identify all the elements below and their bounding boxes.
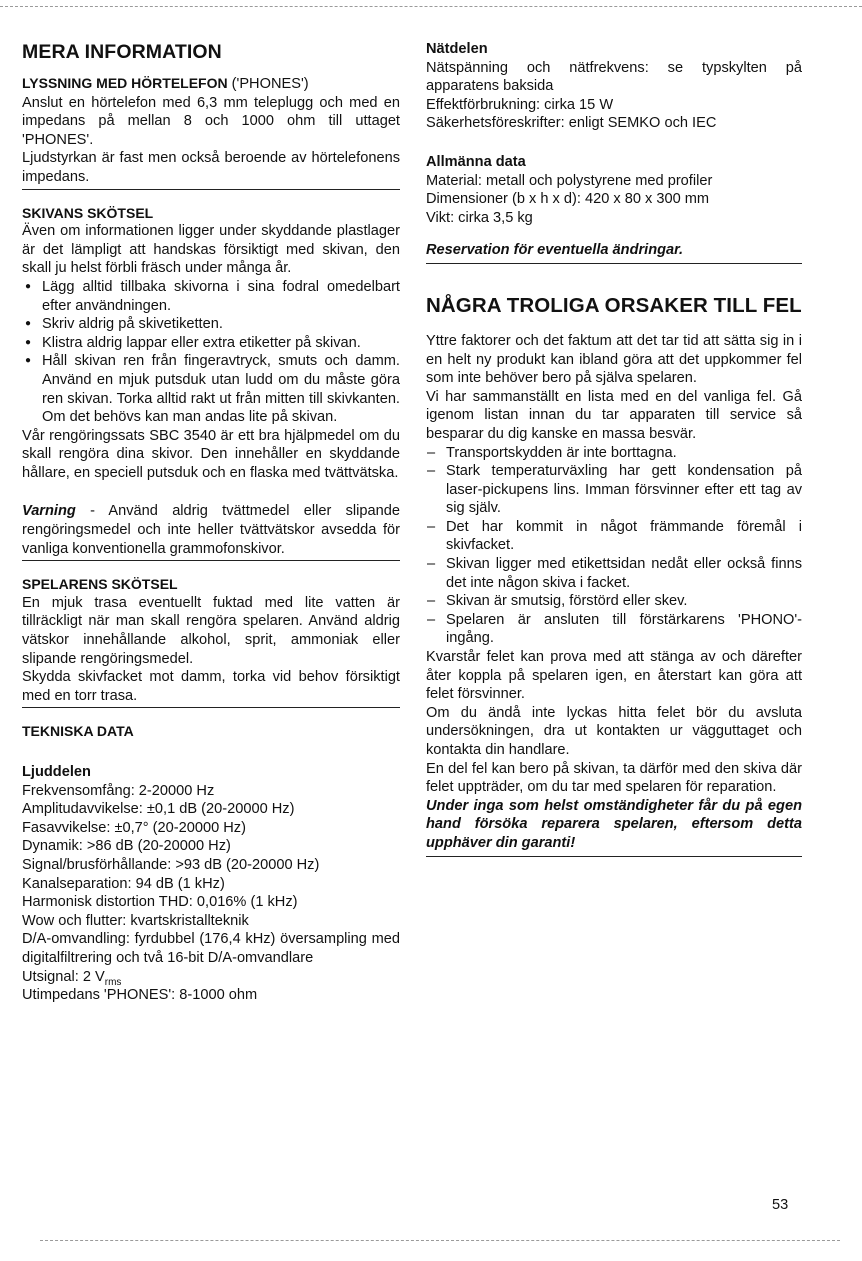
list-item: ● Håll skivan ren från fingeravtryck, smuts och damm. Använd en mjuk putsduk utan ludd om du måste göra ren skivan. Torka alltid rakt ut från mitten till skivkanten. Om det behövs kan man andas lite på skivan. bbox=[22, 352, 400, 426]
spec-line: Kanalseparation: 94 dB (1 kHz) bbox=[22, 875, 225, 892]
spec-output-sub: rms bbox=[104, 976, 122, 988]
troubleshooting-paragraph-2: Vi har sammanställt en lista med en del vanliga fel. Gå igenom listan innan du tar apparaten till service så besparar du dig kanske en massa besvär. bbox=[426, 388, 802, 442]
warning-label: Varning bbox=[22, 503, 76, 520]
headphones-heading-text: LYSSNING MED HÖRTELEFON bbox=[22, 75, 228, 91]
reservation-note: Reservation för eventuella ändringar. bbox=[426, 242, 684, 259]
player-care-heading: SPELARENS SKÖTSEL bbox=[22, 576, 178, 593]
section-general bbox=[426, 153, 802, 264]
spec-line: Dynamik: >86 dB (20-20000 Hz) bbox=[22, 838, 231, 855]
section-headphones bbox=[22, 74, 400, 190]
scan-edge-bottom bbox=[40, 1240, 840, 1242]
troubleshooting-paragraph-3: Kvarstår felet kan prova med att stänga av och därefter åter koppla på spelaren igen, en återstart kan göra att felet försvinner. bbox=[426, 649, 802, 703]
warning-text: - Använd aldrig tvättmedel eller slipande rengöringsmedel och inte heller tvättvätskor avsedda för vanliga konventionella grammofonskivor. bbox=[22, 503, 400, 557]
headphones-paragraph-1: Anslut en hörtelefon med 6,3 mm teleplugg och med en impedans på mellan 8 och 1000 ohm till uttaget 'PHONES'. bbox=[22, 94, 400, 148]
section-tech-data bbox=[22, 722, 400, 1004]
troubleshooting-paragraph-4: Om du ändå inte lyckas hitta felet bör du avsluta undersökningen, dra ut kontakten ur vägguttaget och kontakta din handlare. bbox=[426, 704, 802, 758]
power-line: Säkerhetsföreskrifter: enligt SEMKO och IEC bbox=[426, 115, 717, 132]
spec-da-conversion: D/A-omvandling: fyrdubbel (176,4 kHz) översampling med digitalfiltrering och två 16-bit D/A-omvandlare bbox=[22, 931, 400, 966]
power-heading: Nätdelen bbox=[426, 41, 488, 57]
list-item: – Transportskydden är inte borttagna. bbox=[426, 444, 802, 463]
power-line: Nätspänning och nätfrekvens: se typskylten på apparatens baksida bbox=[426, 59, 802, 95]
general-line: Dimensioner (b x h x d): 420 x 80 x 300 mm bbox=[426, 191, 710, 208]
list-item: – Spelaren är ansluten till förstärkarens 'PHONO'-ingång. bbox=[426, 611, 802, 648]
disc-care-paragraph-1: Även om informationen ligger under skyddande plastlager är det lämpligt att handskas försiktigt med skivan, den skall ju helst förbli fräsch under många år. bbox=[22, 223, 400, 277]
left-column bbox=[22, 40, 400, 1005]
spec-output-label: Utsignal: 2 V bbox=[22, 968, 105, 985]
audio-heading: Ljuddelen bbox=[22, 764, 91, 780]
general-line: Material: metall och polystyrene med profiler bbox=[426, 172, 713, 189]
spec-line: Wow och flutter: kvartskristallteknik bbox=[22, 912, 249, 929]
spec-line: Frekvensomfång: 2-20000 Hz bbox=[22, 782, 215, 799]
section-title-more-info: MERA INFORMATION bbox=[22, 41, 222, 63]
spec-line: Signal/brusförhållande: >93 dB (20-20000 Hz) bbox=[22, 856, 320, 873]
spec-line: Fasavvikelse: ±0,7° (20-20000 Hz) bbox=[22, 819, 246, 836]
troubleshooting-title: NÅGRA TROLIGA ORSAKER TILL FEL bbox=[426, 293, 802, 317]
scan-edge-top bbox=[0, 6, 862, 8]
power-line: Effektförbrukning: cirka 15 W bbox=[426, 96, 614, 113]
headphones-heading-suffix: ('PHONES') bbox=[227, 76, 309, 92]
list-item: – Skivan är smutsig, förstörd eller skev. bbox=[426, 592, 802, 611]
player-care-paragraph-2: Skydda skivfacket mot damm, torka vid behov försiktigt med en torr trasa. bbox=[22, 669, 400, 704]
section-troubleshooting bbox=[426, 294, 802, 857]
disc-care-list bbox=[22, 278, 400, 427]
spec-line: Harmonisk distortion THD: 0,016% (1 kHz) bbox=[22, 894, 298, 911]
warranty-block bbox=[426, 797, 802, 857]
list-item: ● Lägg alltid tillbaka skivorna i sina fodral omedelbart efter användningen. bbox=[22, 278, 400, 315]
list-item: – Det har kommit in något främmande föremål i skivfacket. bbox=[426, 518, 802, 555]
warning-paragraph bbox=[22, 502, 400, 558]
list-item: ● Skriv aldrig på skivetiketten. bbox=[22, 315, 400, 334]
troubleshooting-list bbox=[426, 444, 802, 649]
general-line: Vikt: cirka 3,5 kg bbox=[426, 209, 533, 226]
spec-impedance: Utimpedans 'PHONES': 8-1000 ohm bbox=[22, 987, 258, 1004]
headphones-heading bbox=[22, 74, 400, 94]
troubleshooting-paragraph-1: Yttre faktorer och det faktum att det tar tid att sätta sig in i en helt ny produkt kan ibland göra att det uppkommer fel som inte behöver bero på själva spelaren. bbox=[426, 332, 802, 387]
page-number: 53 bbox=[772, 1197, 789, 1213]
disc-care-heading: SKIVANS SKÖTSEL bbox=[22, 204, 154, 221]
list-item: – Skivan ligger med etikettsidan nedåt eller också finns det inte någon skiva i facket. bbox=[426, 555, 802, 592]
warranty-warning: Under inga som helst omständigheter får du på egen hand försöka reparera spelaren, eftersom detta upphäver din garanti! bbox=[426, 797, 802, 851]
reservation-block bbox=[426, 241, 802, 264]
general-heading: Allmänna data bbox=[426, 153, 526, 170]
spec-output bbox=[22, 968, 400, 987]
section-power bbox=[426, 40, 802, 133]
section-player-care bbox=[22, 575, 400, 708]
spec-line: Amplitudavvikelse: ±0,1 dB (20-20000 Hz) bbox=[22, 801, 295, 818]
list-item: – Stark temperaturväxling har gett kondensation på laser-pickupens lins. Imman försvinner efter ett tag av sig själv. bbox=[426, 462, 802, 518]
right-column bbox=[426, 40, 802, 857]
troubleshooting-paragraph-5: En del fel kan bero på skivan, ta därför med den skiva där felet uppträder, om du tar med spelaren för reparation. bbox=[426, 760, 802, 796]
section-warning bbox=[22, 502, 400, 561]
headphones-paragraph-2: Ljudstyrkan är fast men också beroende av hörtelefonens impedans. bbox=[22, 150, 400, 185]
player-care-paragraph-1: En mjuk trasa eventuellt fuktad med lite vatten är tillräckligt när man skall rengöra spelaren. Använd aldrig vätskor innehållande alkohol, sprit, ammoniak eller slipande rengöringsmedel. bbox=[22, 594, 400, 667]
disc-care-paragraph-2: Vår rengöringssats SBC 3540 är ett bra hjälpmedel om du skall rengöra dina skivor. Den innehåller en skyddande hållare, en speciell putsduk och en flaska med tvättvätska. bbox=[22, 427, 400, 481]
list-item: ● Klistra aldrig lappar eller extra etiketter på skivan. bbox=[22, 334, 400, 353]
tech-data-heading: TEKNISKA DATA bbox=[22, 723, 134, 740]
section-disc-care bbox=[22, 204, 400, 483]
